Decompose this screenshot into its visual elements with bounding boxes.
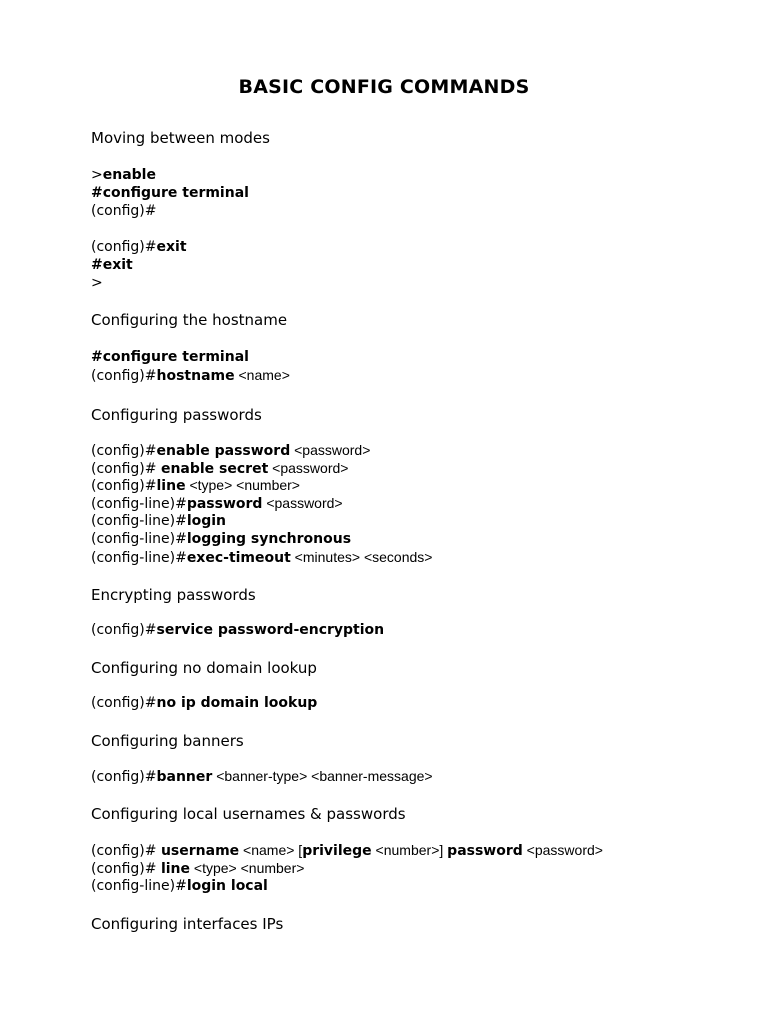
command-argument: <number>] <box>371 842 448 858</box>
prompt-text: (config-line)# <box>91 513 187 529</box>
prompt-text: (config)# <box>91 622 157 638</box>
prompt-text: (config-line)# <box>91 550 187 566</box>
page-title: BASIC CONFIG COMMANDS <box>238 76 530 98</box>
prompt-text: (config-line)# <box>91 531 187 547</box>
command-keyword: service password-encryption <box>156 622 385 638</box>
prompt-text: (config)# <box>91 461 161 477</box>
command-argument: <type> <number> <box>190 860 305 876</box>
command-argument: <password> <box>290 442 371 458</box>
command-line <box>91 442 370 459</box>
command-argument: <password> <box>268 460 349 476</box>
command-argument: <password> <box>262 495 343 511</box>
command-keyword: login <box>186 513 227 529</box>
command-keyword: line <box>160 861 191 877</box>
command-line <box>91 842 603 859</box>
command-argument: <password> <box>522 842 603 858</box>
command-keyword: logging synchronous <box>186 531 352 547</box>
command-keyword: username <box>160 843 240 859</box>
command-line <box>91 185 249 201</box>
command-line <box>91 203 157 219</box>
section-heading-hostname: Configuring the hostname <box>91 311 288 329</box>
command-keyword: #exit <box>91 257 133 273</box>
command-keyword: #configure terminal <box>91 185 249 201</box>
command-argument: <name> <box>234 367 290 383</box>
command-line <box>91 349 249 365</box>
command-line <box>91 495 343 512</box>
command-argument: <banner-type> <banner-message> <box>212 768 433 784</box>
command-keyword: enable secret <box>160 461 269 477</box>
prompt-text: (config)# <box>91 443 157 459</box>
section-heading-usernames: Configuring local usernames & passwords <box>91 805 406 823</box>
command-keyword: exit <box>156 239 187 255</box>
command-keyword: #configure terminal <box>91 349 249 365</box>
prompt-text: (config)# <box>91 695 157 711</box>
command-line <box>91 549 432 566</box>
prompt-text: (config)# <box>91 843 161 859</box>
command-keyword: hostname <box>156 368 235 384</box>
command-keyword: exec-timeout <box>186 550 291 566</box>
section-heading-passwords: Configuring passwords <box>91 406 262 424</box>
command-argument: <minutes> <seconds> <box>290 549 433 565</box>
section-heading-encrypting: Encrypting passwords <box>91 586 256 604</box>
command-line <box>91 239 187 255</box>
prompt-text: (config)# <box>91 861 161 877</box>
prompt-text: (config)# <box>91 203 157 219</box>
command-argument: <name> [ <box>239 842 303 858</box>
command-keyword: password <box>447 843 523 859</box>
section-heading-domain: Configuring no domain lookup <box>91 659 317 677</box>
prompt-text: (config)# <box>91 239 157 255</box>
command-line <box>91 513 226 529</box>
command-line <box>91 367 290 384</box>
command-line <box>91 531 351 547</box>
prompt-text: (config)# <box>91 368 157 384</box>
command-line <box>91 460 348 477</box>
command-line <box>91 878 268 894</box>
section-heading-interfaces: Configuring interfaces IPs <box>91 915 284 933</box>
command-keyword: banner <box>156 769 213 785</box>
prompt-text: (config-line)# <box>91 496 187 512</box>
command-line <box>91 860 304 877</box>
prompt-text: (config)# <box>91 769 157 785</box>
command-keyword: no ip domain lookup <box>156 695 318 711</box>
command-line <box>91 477 300 494</box>
command-line <box>91 768 433 785</box>
section-heading-modes: Moving between modes <box>91 129 270 147</box>
command-argument: <type> <number> <box>185 477 300 493</box>
prompt-text: (config)# <box>91 478 157 494</box>
command-line <box>91 257 133 273</box>
command-line <box>91 695 317 711</box>
prompt-text: > <box>91 167 103 183</box>
prompt-text: (config-line)# <box>91 878 187 894</box>
prompt-text: > <box>91 275 103 291</box>
command-keyword: password <box>186 496 263 512</box>
section-heading-banners: Configuring banners <box>91 732 244 750</box>
command-keyword: line <box>156 478 186 494</box>
command-line <box>91 622 384 638</box>
command-keyword: login local <box>186 878 268 894</box>
command-keyword: enable <box>102 167 156 183</box>
command-keyword: privilege <box>302 843 372 859</box>
command-line <box>91 167 156 183</box>
command-line <box>91 275 103 291</box>
command-keyword: enable password <box>156 443 291 459</box>
